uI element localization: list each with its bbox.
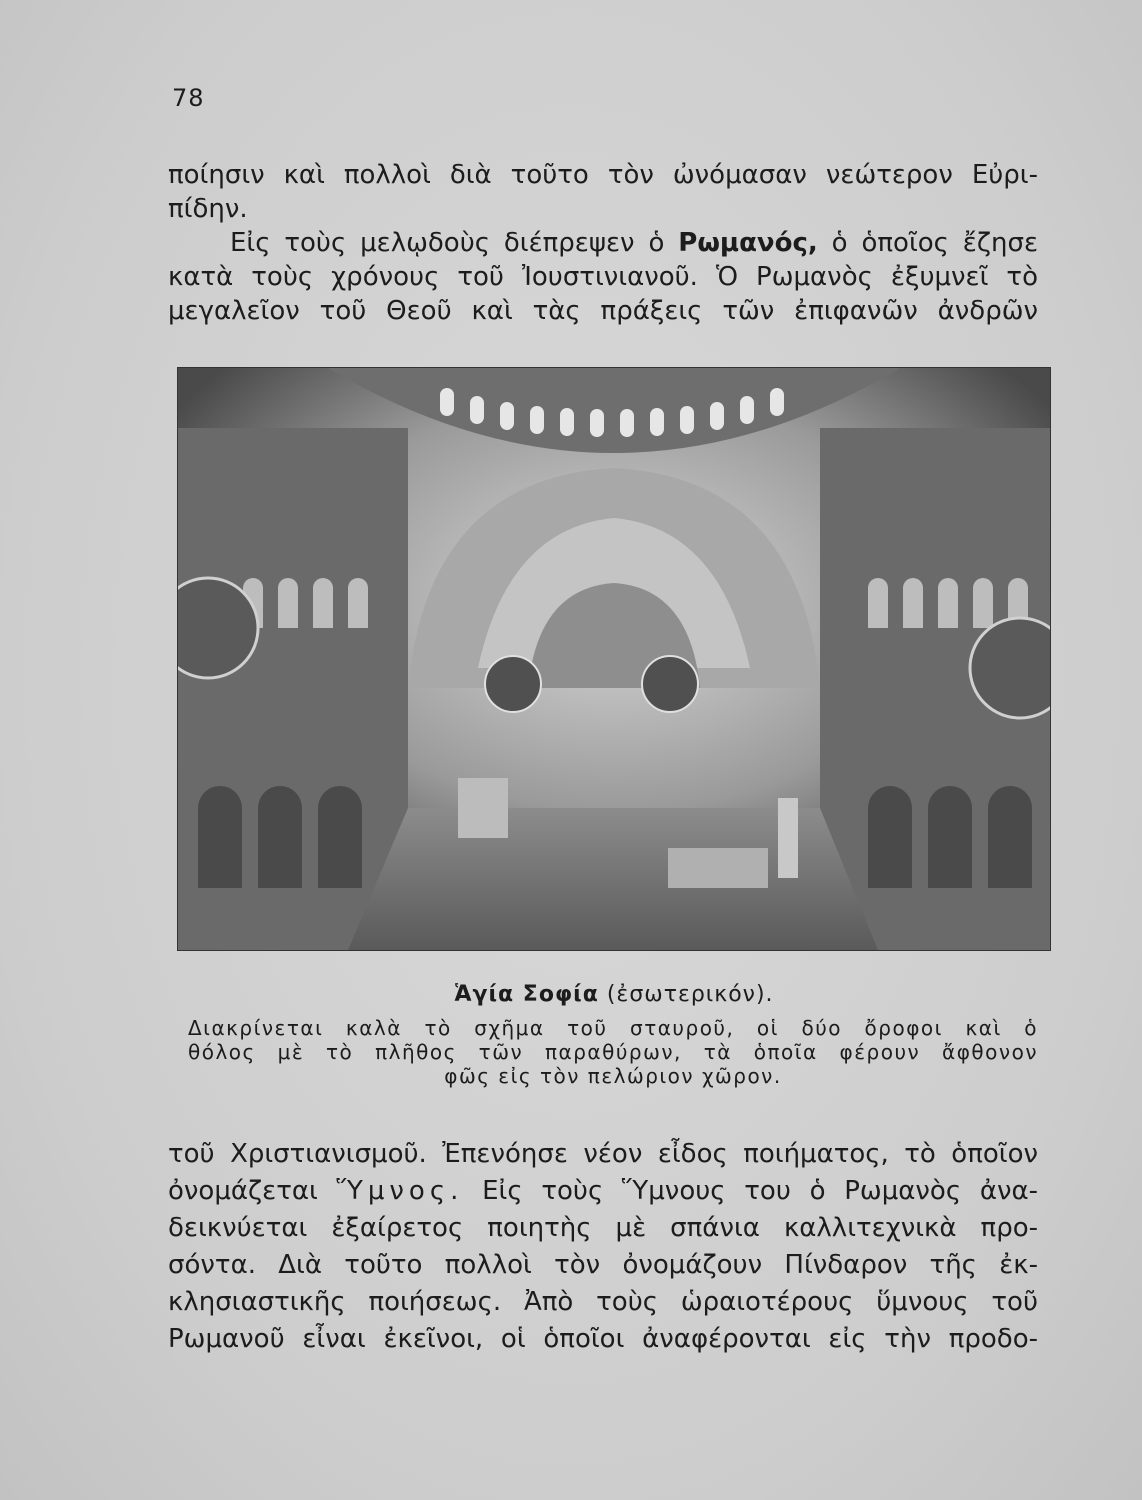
text-fragment: Εἰς τοὺς μελῳδοὺς διέπρεψεν ὁ: [230, 228, 679, 258]
text-line: δεικνύεται ἐξαίρετος ποιητὴς μὲ σπάνια καλλιτεχνικὰ προ-: [168, 1213, 1038, 1243]
text-line: [168, 1173, 1038, 1210]
text-line: ποίησιν καὶ πολλοὶ διὰ τοῦτο τὸν ὠνόμασαν νεώτερον Εὐρι-: [168, 160, 1038, 190]
text-line: πίδην.: [168, 194, 248, 224]
text-fragment: ὁ ὁποῖος ἔζησε: [817, 228, 1039, 258]
figure-caption-title: [178, 982, 1050, 1007]
spaced-word-hymnos: Ὕμνος.: [336, 1176, 464, 1206]
hagia-sophia-photo: [178, 368, 1050, 950]
text-line: σόντα. Διὰ τοῦτο πολλοὶ τὸν ὀνομάζουν Πίνδαρον τῆς ἐκ-: [168, 1250, 1038, 1280]
figure-caption-body: [188, 1016, 1038, 1088]
text-line: τοῦ Χριστιανισμοῦ. Ἐπενόησε νέον εἶδος ποιήματος, τὸ ὁποῖον: [168, 1139, 1038, 1169]
paragraph-3: [168, 1136, 1038, 1358]
caption-title-bold: Ἁγία Σοφία: [454, 982, 599, 1007]
caption-line: φῶς εἰς τὸν πελώριον χῶρον.: [444, 1064, 782, 1088]
text-line: κλησιαστικῆς ποιήσεως. Ἀπὸ τοὺς ὡραιοτέρους ὕμνους τοῦ: [168, 1287, 1038, 1317]
text-line: [168, 226, 1038, 260]
interior-illustration: [178, 368, 1050, 950]
bold-name-romanos: Ρωμανός,: [678, 228, 818, 258]
text-fragment: Εἰς τοὺς Ὕμνους του ὁ Ρωμανὸς ἀνα-: [463, 1176, 1038, 1206]
caption-line: θόλος μὲ τὸ πλῆθος τῶν παραθύρων, τὰ ὁποῖα φέρουν ἄφθονον: [188, 1040, 1038, 1064]
text-line: μεγαλεῖον τοῦ Θεοῦ καὶ τὰς πράξεις τῶν ἐπιφανῶν ἀνδρῶν: [168, 296, 1038, 326]
text-line: Ρωμανοῦ εἶναι ἐκεῖνοι, οἱ ὁποῖοι ἀναφέρονται εἰς τὴν προδο-: [168, 1324, 1038, 1354]
text-fragment: ὀνομάζεται: [168, 1176, 337, 1206]
caption-line: Διακρίνεται καλὰ τὸ σχῆμα τοῦ σταυροῦ, οἱ δύο ὄροφοι καὶ ὁ: [188, 1016, 1038, 1040]
text-line: κατὰ τοὺς χρόνους τοῦ Ἰουστινιανοῦ. Ὁ Ρωμανὸς ἐξυμνεῖ τὸ: [168, 262, 1038, 292]
paragraph-2: [168, 226, 1038, 328]
page-number: 78: [172, 84, 205, 112]
paragraph-1: [168, 158, 1038, 226]
caption-title-suffix: (ἐσωτερικόν).: [598, 982, 774, 1007]
